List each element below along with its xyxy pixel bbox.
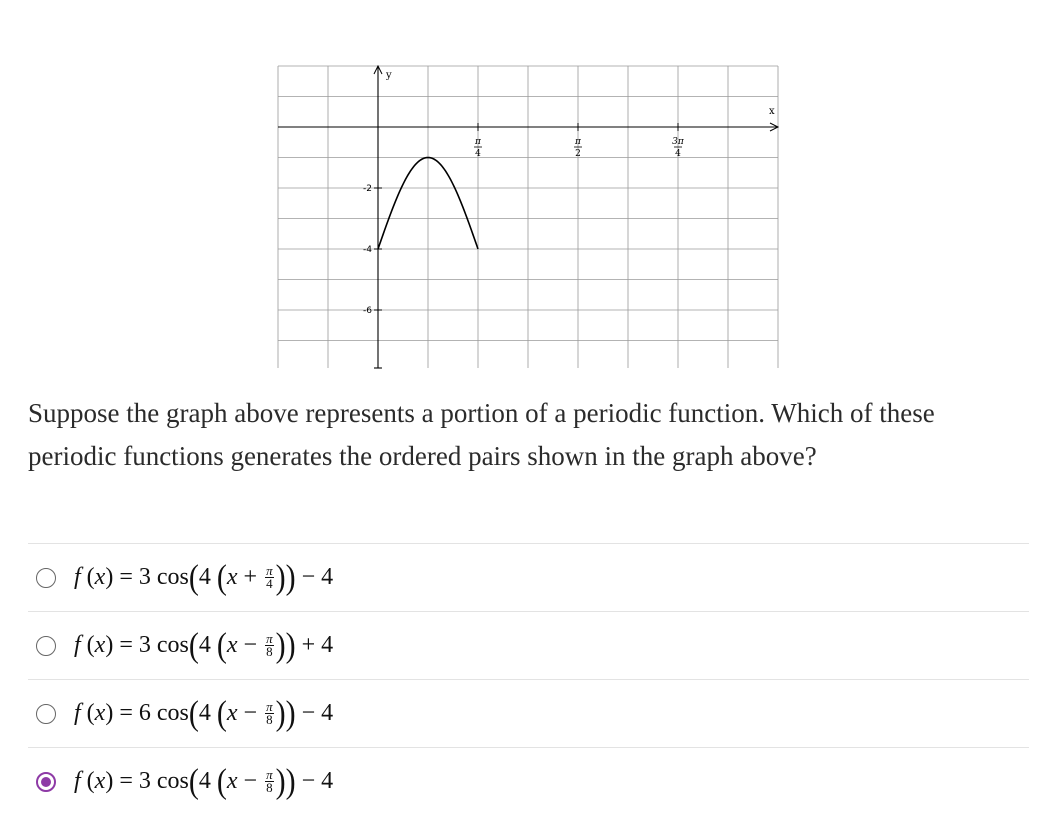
answer-choice-c[interactable] [28,679,1029,747]
x-tick-label-numerator: π [475,137,481,147]
x-tick-label-denominator: 4 [475,149,481,159]
x-axis-label: x [769,106,775,117]
y-tick-label: -4 [363,245,372,255]
choice-formula: f ( x ) = 3 cos ( 4 ( x − $\frac{\pi}{8}$ )) − 4 [74,761,334,800]
x-tick-label-denominator: 2 [575,149,581,159]
question-line-2: periodic functions generates the ordered pairs shown in the graph above? [28,441,817,471]
radio-button[interactable] [36,704,56,724]
x-tick-label-numerator: π [575,137,581,147]
y-tick-label: -2 [363,184,372,194]
answer-choice-d[interactable] [28,747,1029,815]
answer-choices [28,543,1029,815]
graph-plot [250,52,810,382]
x-tick-label-denominator: 4 [675,149,681,159]
question-line-1: Suppose the graph above represents a portion of a periodic function. Which of these [28,398,935,428]
answer-choice-a[interactable] [28,543,1029,611]
question-text [28,392,1038,478]
choice-formula: f ( x ) = 3 cos ( 4 ( x − $\frac{\pi}{8}$ )) + 4 [74,625,334,664]
y-axis-label: y [386,70,392,81]
radio-button[interactable] [36,568,56,588]
y-tick-label: -6 [363,306,372,316]
grid-lines [278,66,778,368]
answer-choice-b[interactable] [28,611,1029,679]
radio-button[interactable] [36,636,56,656]
choice-formula: f ( x ) = 3 cos ( 4 ( x + $\frac{\pi}{4}$ )) − 4 [74,557,334,596]
choice-formula: f ( x ) = 6 cos ( 4 ( x − $\frac{\pi}{8}$ )) − 4 [74,693,334,732]
x-tick-label-numerator: 3π [672,137,684,147]
radio-button-selected[interactable] [36,772,56,792]
